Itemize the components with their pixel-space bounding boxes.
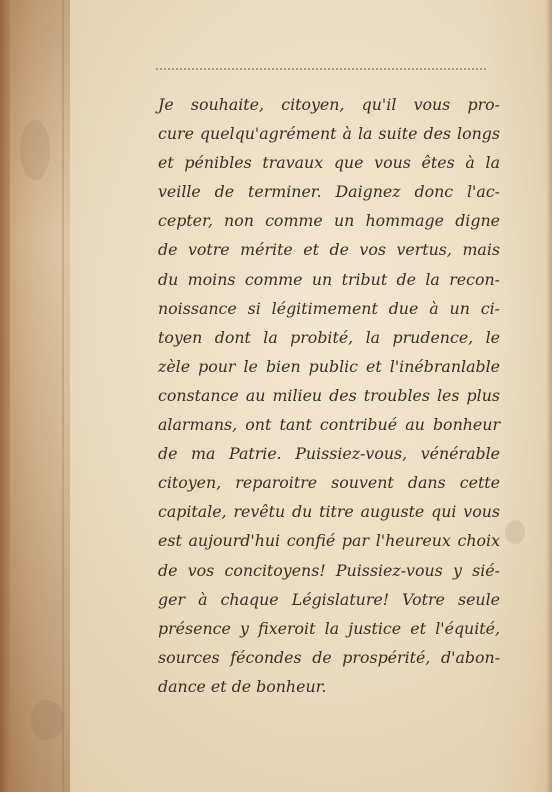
- text-line: noissance si légitimement due à un ci-: [158, 298, 500, 318]
- text-line: de votre mérite et de vos vertus, mais: [158, 240, 500, 260]
- text-line: toyen dont la probité, la prudence, le: [158, 327, 500, 347]
- text-line: alarmans, ont tant contribué au bonheur: [158, 415, 500, 435]
- text-line: cure quelqu'agrément à la suite des longs: [158, 124, 500, 144]
- header-rule: [156, 68, 486, 70]
- body-text: [158, 90, 518, 701]
- text-line: Je souhaite, citoyen, qu'il vous pro-: [158, 95, 500, 114]
- text-line: et pénibles travaux que vous êtes à la: [158, 153, 500, 173]
- text-line: constance au milieu des troubles les plus: [158, 385, 500, 405]
- text-line: sources fécondes de prospérité, d'abon-: [158, 647, 500, 667]
- text-line: dance et de bonheur.: [158, 676, 327, 696]
- text-line: citoyen, reparoitre souvent dans cette: [158, 473, 500, 493]
- foxing-spot: [30, 700, 64, 740]
- page-right-edge: [546, 0, 552, 792]
- text-line: présence y fixeroit la justice et l'équité,: [158, 618, 500, 638]
- text-line: veille de terminer. Daignez donc l'ac-: [158, 182, 500, 202]
- spine-edge: [0, 0, 10, 792]
- text-line: cepter, non comme un hommage digne: [158, 211, 500, 231]
- text-line: de vos concitoyens! Puissiez-vous y sié-: [158, 560, 500, 580]
- foxing-spot: [20, 120, 50, 180]
- spine-stain: [0, 0, 70, 792]
- text-line: de ma Patrie. Puissiez-vous, vénérable: [158, 444, 500, 464]
- gutter-fold: [62, 0, 64, 792]
- text-line: ger à chaque Législature! Votre seule: [158, 589, 500, 609]
- text-line: du moins comme un tribut de la recon-: [158, 269, 500, 289]
- text-line: est aujourd'hui confié par l'heureux choix: [158, 531, 500, 551]
- text-line: zèle pour le bien public et l'inébranlable: [158, 356, 500, 376]
- text-line: capitale, revêtu du titre auguste qui vous: [158, 502, 500, 522]
